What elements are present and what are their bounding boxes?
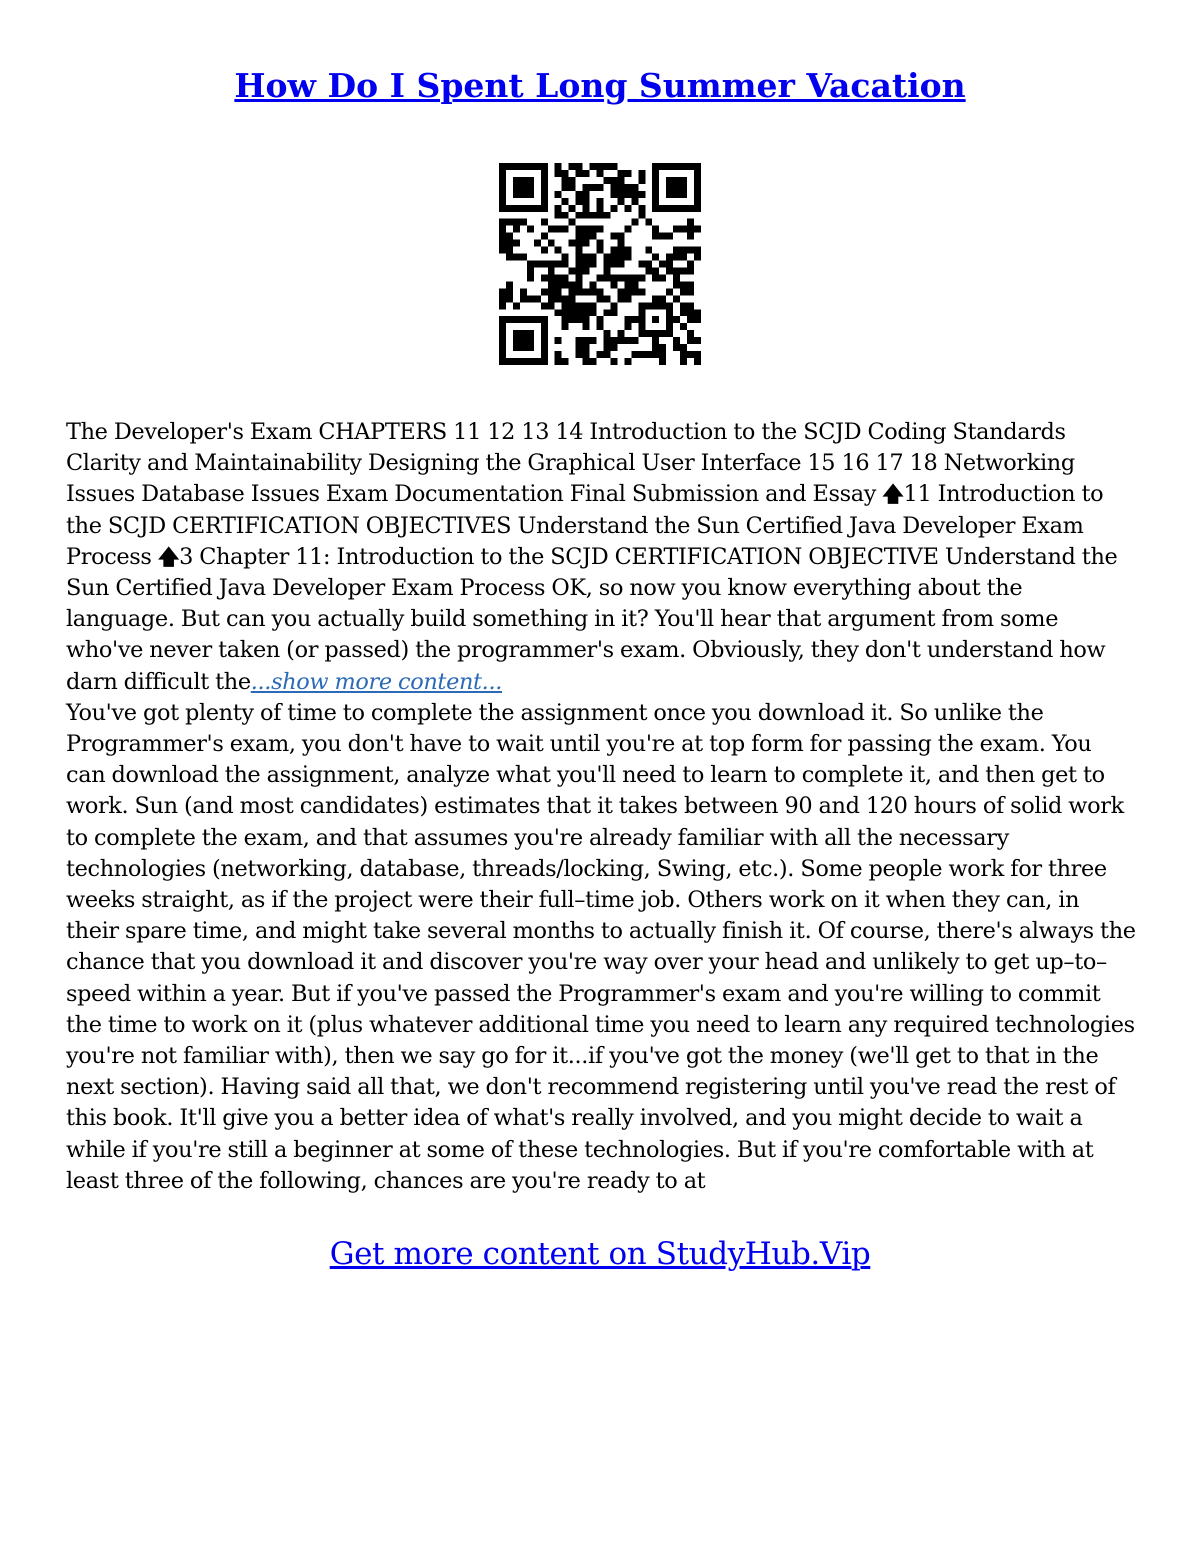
up-arrow-icon: 🡅 — [157, 544, 180, 569]
show-more-link[interactable]: ...show more content... — [250, 668, 502, 695]
page-title — [0, 66, 1200, 106]
footer — [0, 1234, 1200, 1274]
up-arrow-icon: 🡅 — [882, 482, 904, 507]
document-body — [66, 417, 1136, 1197]
intro-text-part-3: 3 Chapter 11: Introduction to the SCJD CERTIFICATION OBJECTIVE Understand the Sun Certified Java Developer Exam Process OK, so now you know everything about the language. But can you actually build something in it? You'll hear that argument from some who've never taken (or passed) the programmer's exam. Obviously, they don't understand how darn difficult the — [66, 543, 1118, 695]
intro-text-part-1: The Developer's Exam CHAPTERS 11 12 13 14 Introduction to the SCJD Coding Standards Clarity and Maintainability Designing the Graphical User Interface 15 16 17 18 Networking Issues Database Issues Exam Documentation Final Submission and Essay — [66, 419, 1075, 508]
intro-paragraph — [66, 417, 1136, 698]
qr-code-icon — [499, 163, 701, 365]
main-paragraph: You've got plenty of time to complete the assignment once you download it. So unlike the Programmer's exam, you don't have to wait until you're at top form for passing the exam. You can download the assignment, analyze what you'll need to learn to complete it, and then get to work. Sun (and most candidates) estimates that it takes between 90 and 120 hours of solid work to complete the exam, and that assumes you're already familiar with all the necessary technologies (networking, database, threads/locking, Swing, etc.). Some people work for three weeks straight, as if the project were their full–time job. Others work on it when they can, in their spare time, and might take several months to actually finish it. Of course, there's always the chance that you download it and discover you're way over your head and unlikely to get up–to–speed within a year. But if you've passed the Programmer's exam and you're willing to commit the time to work on it (plus whatever additional time you need to learn any required technologies you're not familiar with), then we say go for it...if you've got the money (we'll get to that in the next section). Having said all that, we don't recommend registering until you've read the rest of this book. It'll give you a better idea of what's really involved, and you might decide to wait a while if you're still a beginner at some of these technologies. But if you're comfortable with at least three of the following, chances are you're ready to at — [66, 699, 1136, 1194]
title-link[interactable]: How Do I Spent Long Summer Vacation — [234, 66, 966, 105]
get-more-content-link[interactable]: Get more content on StudyHub.Vip — [329, 1236, 871, 1272]
intro-text-part-2: 11 Introduction to the SCJD CERTIFICATION OBJECTIVES Understand the Sun Certified Java Developer Exam Process — [66, 481, 1104, 570]
